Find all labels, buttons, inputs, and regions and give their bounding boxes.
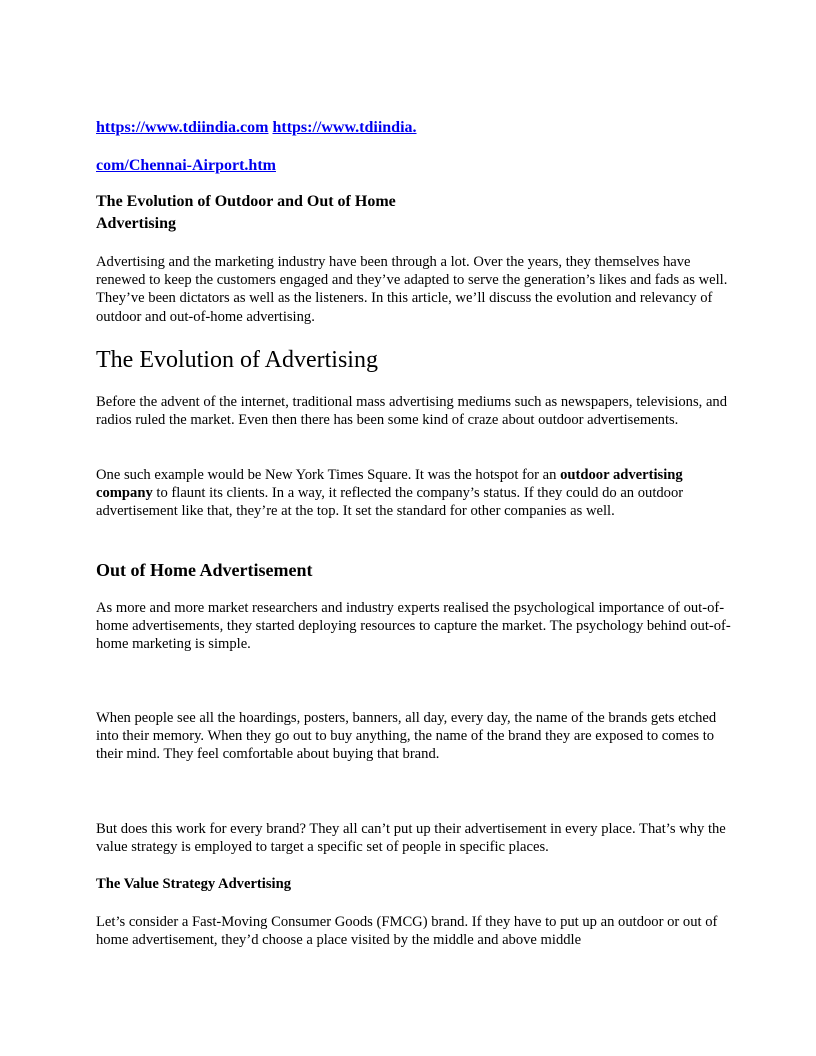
evolution-paragraph-2-end: to flaunt its clients. In a way, it reflected the company’s status. If they could do an outdoor advertisement like that, they’re at the top. It set the standard for other companies as well. xyxy=(96,485,684,520)
heading-value-strategy-advertising: The Value Strategy Advertising xyxy=(96,876,291,892)
intro-paragraph: Advertising and the marketing industry have been through a lot. Over the years, they themselves have renewed to keep the customers engaged and they’ve adapted to serve the generation’s likes and fads as well. They’ve been dictators as well as the listeners. In this article, we’ll discuss the evolution and relevancy of outdoor and out-of-home advertising. xyxy=(96,254,728,325)
chennai-airport-link-part-1[interactable]: https://www.tdiindia. xyxy=(272,119,417,136)
out-of-home-paragraph-2: When people see all the hoardings, posters, banners, all day, every day, the name of the brands gets etched into their memory. When they go out to buy anything, the name of the brand they are exposed to comes to their mind. They feel comfortable about buying that brand. xyxy=(96,710,717,763)
out-of-home-paragraph-1: As more and more market researchers and industry experts realised the psychological importance of out-of-home advertisements, they started deploying resources to capture the market. The psychology behind out-of-home marketing is simple. xyxy=(96,600,731,653)
evolution-paragraph-2 xyxy=(96,466,732,521)
chennai-airport-link-part-2[interactable]: com/Chennai-Airport.htm xyxy=(96,157,276,174)
out-of-home-paragraph-3: But does this work for every brand? They all can’t put up their advertisement in every place. That’s why the value strategy is employed to target a specific set of people in specific places. xyxy=(96,821,726,856)
evolution-paragraph-1: Before the advent of the internet, traditional mass advertising mediums such as newspapers, televisions, and radios ruled the market. Even then there has been some kind of craze about outdoor advertisements. xyxy=(96,394,728,429)
tdiindia-link[interactable]: https://www.tdiindia.com xyxy=(96,119,269,136)
value-strategy-paragraph-1: Let’s consider a Fast-Moving Consumer Goods (FMCG) brand. If they have to put up an outdoor or out of home advertisement, they’d choose a place visited by the middle and above middle xyxy=(96,914,718,949)
heading-out-of-home-advertisement: Out of Home Advertisement xyxy=(96,560,313,580)
link-row-1 xyxy=(96,119,417,137)
document-title: The Evolution of Outdoor and Out of Home Advertising xyxy=(96,193,396,232)
evolution-paragraph-2-start: One such example would be New York Times Square. It was the hotspot for an xyxy=(96,467,561,483)
outdoor-advertising-company-bold: outdoor advertising company xyxy=(96,467,683,502)
link-row-2 xyxy=(96,157,276,175)
heading-evolution-of-advertising: The Evolution of Advertising xyxy=(96,347,378,373)
